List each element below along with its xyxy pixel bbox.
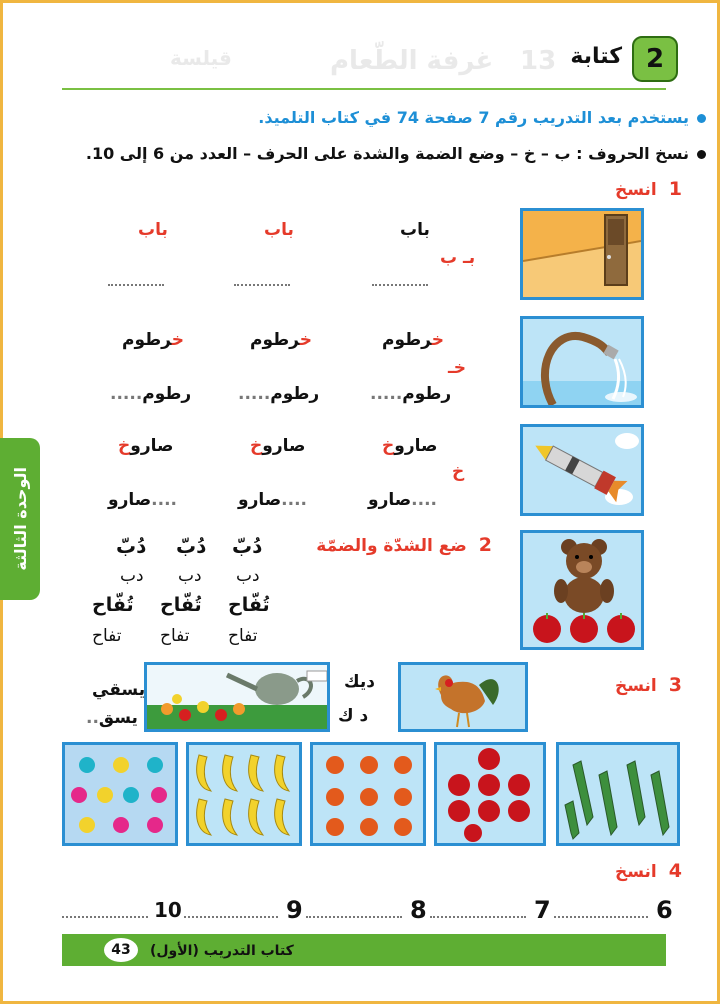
- instruction-1: يستخدم بعد التدريب رقم 7 صفحة 74 في كتاب التلميذ.: [258, 108, 706, 127]
- letter-kha-initial: خـ: [448, 358, 467, 378]
- writing-line: [306, 916, 402, 918]
- copy-word-sarukh: صاروخ: [118, 436, 174, 456]
- partial-word-sarukh: ....صارو: [108, 490, 178, 510]
- pencils-picture: [556, 742, 680, 846]
- number-6: 6: [656, 896, 673, 924]
- copy-word-bab: باب: [264, 220, 294, 240]
- section-title: كتابة: [570, 44, 622, 69]
- writing-line: [62, 916, 148, 918]
- rooster-picture: [398, 662, 528, 732]
- partial-word-sarukh: ....صارو: [368, 490, 438, 510]
- copy-word-khartoum: خرطوم: [250, 330, 312, 350]
- bananas-picture: [186, 742, 302, 846]
- tuffah-plain: تفاح: [228, 626, 258, 646]
- copy-word-yasqi: يسقي: [92, 680, 146, 700]
- rocket-picture: [520, 424, 644, 516]
- exercise-3-heading: 3انسخ: [615, 674, 682, 696]
- faded-lesson-title: غرفة الطّعام: [330, 46, 494, 76]
- copy-word-sarukh: صاروخ: [382, 436, 438, 456]
- stars-picture: [62, 742, 178, 846]
- dubb-plain: دب: [236, 566, 260, 586]
- faded-lesson-label: قيلسة: [170, 46, 232, 70]
- header-rule: [62, 88, 666, 90]
- faded-lesson-number: 13: [520, 46, 557, 76]
- copy-word-bab: باب: [138, 220, 168, 240]
- tuffah-marked: تُفّاح: [92, 594, 134, 616]
- exercise-1-heading: 1انسخ: [615, 178, 682, 200]
- partial-word-dik: د ك: [338, 706, 369, 726]
- watering-can-picture: [144, 662, 330, 732]
- copy-word-dik: ديك: [344, 672, 375, 692]
- dubb-marked: دُبّ: [176, 534, 207, 558]
- apples-picture: [434, 742, 546, 846]
- page-number: 43: [102, 936, 140, 964]
- dubb-plain: دب: [178, 566, 202, 586]
- door-picture: [520, 208, 644, 300]
- partial-word-khartoum: رطوم.....: [238, 384, 320, 404]
- book-title: كتاب التدريب (الأول): [150, 943, 294, 959]
- dubb-marked: دُبّ: [232, 534, 263, 558]
- roses-picture: [310, 742, 426, 846]
- bear-apples-picture: [520, 530, 644, 650]
- hose-picture: [520, 316, 644, 408]
- writing-line: [554, 916, 648, 918]
- copy-word-khartoum: خرطوم: [122, 330, 184, 350]
- letter-kha-final: خ: [452, 462, 465, 482]
- copy-word-khartoum: خرطوم: [382, 330, 444, 350]
- letter-ba-forms: بـ ب: [440, 248, 476, 268]
- partial-word-khartoum: رطوم.....: [370, 384, 452, 404]
- tuffah-marked: تُفّاح: [228, 594, 270, 616]
- tuffah-marked: تُفّاح: [160, 594, 202, 616]
- partial-word-sarukh: ....صارو: [238, 490, 308, 510]
- number-9: 9: [286, 896, 303, 924]
- bullet-dot-icon: [697, 114, 706, 123]
- copy-word-sarukh: صاروخ: [250, 436, 306, 456]
- dubb-plain: دب: [120, 566, 144, 586]
- partial-word-yasqi: يسق..: [86, 708, 138, 728]
- dubb-marked: دُبّ: [116, 534, 147, 558]
- partial-word-khartoum: رطوم.....: [110, 384, 192, 404]
- tuffah-plain: تفاح: [160, 626, 190, 646]
- writing-line: [372, 284, 428, 286]
- writing-line: [234, 284, 290, 286]
- number-7: 7: [534, 896, 551, 924]
- bullet-dot-icon: [697, 150, 706, 159]
- number-10: 10: [154, 898, 182, 922]
- tuffah-plain: تفاح: [92, 626, 122, 646]
- unit-side-tab: الوحدة الثالثة: [0, 438, 40, 600]
- section-number-badge: 2: [632, 36, 678, 82]
- exercise-4-heading: 4انسخ: [615, 860, 682, 882]
- number-8: 8: [410, 896, 427, 924]
- instruction-2: نسخ الحروف : ب – خ – وضع الضمة والشدة على الحرف – العدد من 6 إلى 10.: [86, 144, 706, 163]
- writing-line: [184, 916, 278, 918]
- copy-word-bab: باب: [400, 220, 430, 240]
- writing-line: [430, 916, 526, 918]
- exercise-2-heading: 2ضع الشدّة والضمّة: [316, 534, 492, 556]
- writing-line: [108, 284, 164, 286]
